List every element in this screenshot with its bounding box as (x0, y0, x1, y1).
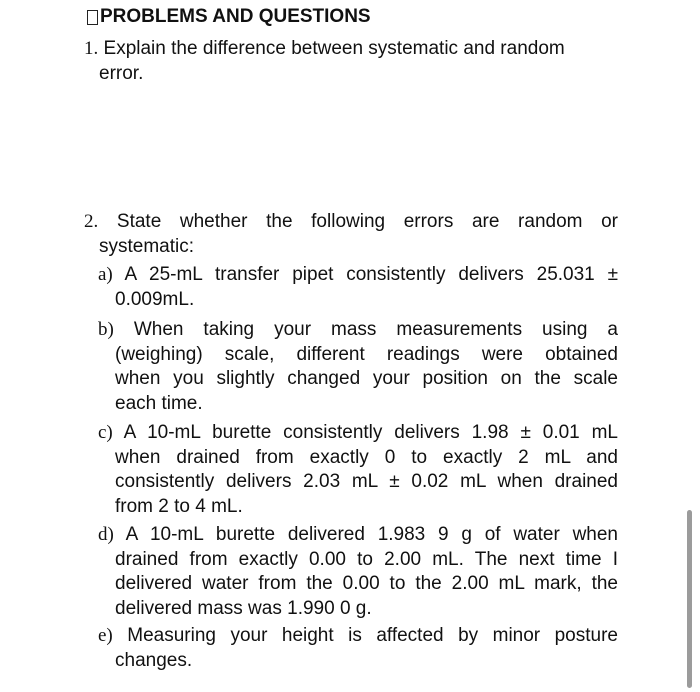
sub-item-text-line: When taking your mass measurements using a (133, 319, 619, 340)
question-text-line: State whether the following errors are random or (116, 211, 618, 232)
section-title: PROBLEMS AND QUESTIONS (100, 6, 371, 27)
sub-item-text-line: from 2 to 4 mL. (115, 495, 243, 517)
question-1 (84, 36, 624, 86)
question-text-line: systematic: (99, 235, 195, 257)
sub-item-e (98, 624, 618, 673)
sub-item-text-line: each time. (115, 392, 203, 414)
question-number: 1. (84, 38, 99, 59)
sub-item-text-line: drained from exactly 0.00 to 2.00 mL. The next time I (115, 548, 618, 570)
sub-item-text-line: Measuring your height is affected by minor posture (127, 625, 618, 646)
sub-item-text-line: delivered water from the 0.00 to the 2.00 mL mark, the (115, 573, 618, 594)
sub-item-text-line: (weighing) scale, different readings were obtained (115, 343, 618, 365)
sub-item-text-line: delivered mass was 1.990 0 g. (115, 597, 372, 619)
sub-item-b (98, 318, 618, 416)
sub-item-c (98, 421, 618, 519)
sub-item-a (98, 263, 618, 312)
checkbox-placeholder-icon (87, 10, 98, 25)
vertical-scrollbar[interactable] (687, 510, 692, 688)
sub-item-d (98, 523, 618, 621)
sub-item-text-line: A 10-mL burette consistently delivers 1.98 ± 0.01 mL (123, 422, 618, 443)
sub-item-text-line: when you slightly changed your position on the scale (115, 368, 618, 389)
sub-item-letter: e) (98, 625, 113, 646)
sub-item-letter: b) (98, 319, 114, 340)
question-2 (84, 210, 618, 259)
sub-item-text-line: A 25-mL transfer pipet consistently delivers 25.031 ± (124, 264, 618, 285)
sub-item-text-line: consistently delivers 2.03 mL ± 0.02 mL when drained (115, 471, 618, 492)
sub-item-text-line: 0.009mL. (115, 288, 195, 310)
sub-item-letter: d) (98, 524, 114, 545)
section-heading (87, 6, 371, 28)
sub-item-letter: a) (98, 264, 113, 285)
question-text-line: error. (99, 63, 144, 84)
question-number: 2. (84, 211, 99, 232)
question-text-line: Explain the difference between systematic and random (103, 38, 565, 59)
sub-item-letter: c) (98, 422, 113, 443)
sub-item-text-line: when drained from exactly 0 to exactly 2 mL and (115, 446, 618, 468)
sub-item-text-line: changes. (115, 649, 193, 671)
sub-item-text-line: A 10-mL burette delivered 1.983 9 g of water when (125, 524, 618, 545)
